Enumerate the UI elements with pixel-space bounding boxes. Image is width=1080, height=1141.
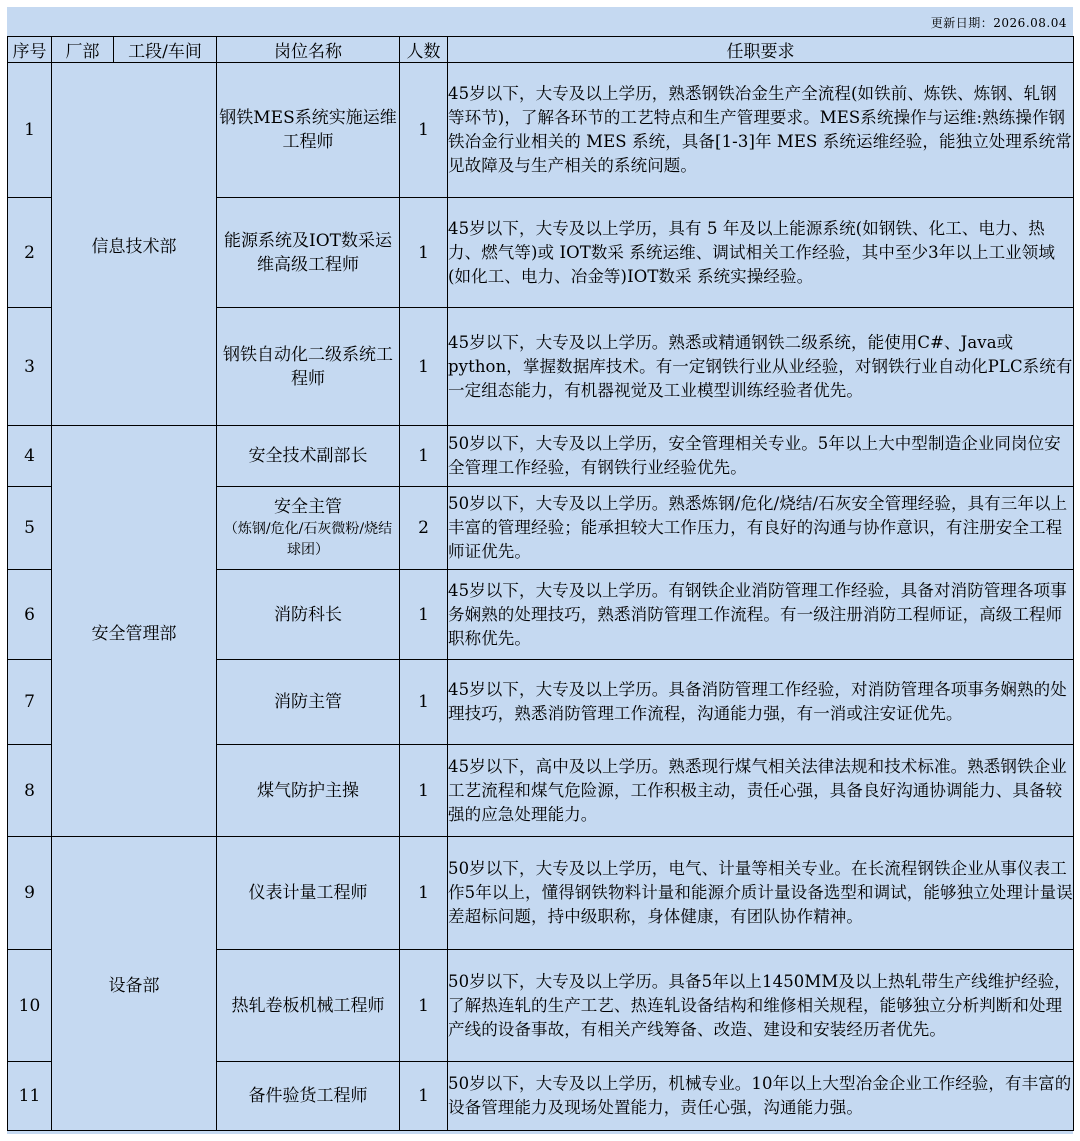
- header-requirements: 任职要求: [448, 37, 1074, 63]
- row-number: 9: [8, 837, 52, 950]
- recruitment-table-sheet: [7, 7, 1073, 1134]
- requirements-text: 45岁以下，大专及以上学历。有钢铁企业消防管理工作经验，具备对消防管理各项事务娴熟的处理技巧，熟悉消防管理工作流程。有一级注册消防工程师证，高级工程师职称优先。: [448, 570, 1074, 660]
- requirements-text: 45岁以下，大专及以上学历。具备消防管理工作经验，对消防管理各项事务娴熟的处理技巧，熟悉消防管理工作流程，沟通能力强，有一消或注安证优先。: [448, 660, 1074, 745]
- requirements-text: 45岁以下，高中及以上学历。熟悉现行煤气相关法律法规和技术标准。熟悉钢铁企业工艺流程和煤气危险源，工作积极主动，责任心强，具备良好沟通协调能力、具备较强的应急处理能力。: [448, 745, 1074, 837]
- row-number: 6: [8, 570, 52, 660]
- position-name: 备件验货工程师: [217, 1062, 400, 1131]
- headcount: 1: [400, 63, 448, 198]
- position-name: 安全技术副部长: [217, 426, 400, 487]
- requirements-text: 50岁以下，大专及以上学历，电气、计量等相关专业。在长流程钢铁企业从事仪表工作5年以上，懂得钢铁物料计量和能源介质计量设备选型和调试，能够独立处理计量误差超标问题，持中级职称，身体健康，有团队协作精神。: [448, 837, 1074, 950]
- requirements-text: 50岁以下，大专及以上学历，安全管理相关专业。5年以上大中型制造企业同岗位安全管理工作经验，有钢铁行业经验优先。: [448, 426, 1074, 487]
- position-name: 热轧卷板机械工程师: [217, 950, 400, 1062]
- position-name: 消防科长: [217, 570, 400, 660]
- department-cell: 设备部: [52, 837, 217, 1131]
- update-date: 更新日期：2026.08.04: [930, 16, 1067, 30]
- row-number: 7: [8, 660, 52, 745]
- table-row: [8, 63, 1074, 198]
- position-name: 仪表计量工程师: [217, 837, 400, 950]
- row-number: 11: [8, 1062, 52, 1131]
- row-number: 10: [8, 950, 52, 1062]
- requirements-text: 45岁以下，大专及以上学历，熟悉钢铁冶金生产全流程(如铁前、炼铁、炼钢、轧钢等环节)，了解各环节的工艺特点和生产管理要求。MES系统操作与运维:熟练操作钢铁冶金行业相关的 MES 系统，具备[1-3]年 MES 系统运维经验，能独立处理系统常见故障及与生产相关的系统问题。: [448, 63, 1074, 198]
- headcount: 1: [400, 660, 448, 745]
- headcount: 2: [400, 487, 448, 570]
- headcount: 1: [400, 198, 448, 308]
- requirements-text: 45岁以下，大专及以上学历。熟悉或精通钢铁二级系统，能使用C#、Java或 python，掌握数据库技术。有一定钢铁行业从业经验，对钢铁行业自动化PLC系统有一定组态能力，有机器视觉及工业模型训练经验者优先。: [448, 308, 1074, 426]
- department-cell: 信息技术部: [52, 63, 217, 426]
- position-name: 消防主管: [217, 660, 400, 745]
- row-number: 3: [8, 308, 52, 426]
- header-factory: 厂部: [52, 37, 114, 63]
- row-number: 8: [8, 745, 52, 837]
- position-name: 能源系统及IOT数采运维高级工程师: [217, 198, 400, 308]
- requirements-text: 50岁以下，大专及以上学历。具备5年以上1450MM及以上热轧带生产线维护经验，了解热连轧的生产工艺、热连轧设备结构和维修相关规程，能够独立分析判断和处理产线的设备事故，有相关产线筹备、改造、建设和安装经历者优先。: [448, 950, 1074, 1062]
- headcount: 1: [400, 426, 448, 487]
- position-name: 钢铁自动化二级系统工程师: [217, 308, 400, 426]
- row-number: 5: [8, 487, 52, 570]
- positions-table: [7, 36, 1074, 1131]
- position-subtitle: （炼钢/危化/石灰微粉/烧结球团）: [223, 521, 393, 558]
- requirements-text: 45岁以下，大专及以上学历，具有 5 年及以上能源系统(如钢铁、化工、电力、热力、燃气等)或 IOT数采 系统运维、调试相关工作经验，其中至少3年以上工业领域(如化工、电力、冶金等)IOT数采 系统实操经验。: [448, 198, 1074, 308]
- row-number: 4: [8, 426, 52, 487]
- headcount: 1: [400, 950, 448, 1062]
- headcount: 1: [400, 570, 448, 660]
- table-header-row: [8, 37, 1074, 63]
- header-count: 人数: [400, 37, 448, 63]
- position-name: 钢铁MES系统实施运维工程师: [217, 63, 400, 198]
- position-title: 安全主管: [274, 497, 342, 517]
- table-row: [8, 837, 1074, 950]
- row-number: 2: [8, 198, 52, 308]
- headcount: 1: [400, 837, 448, 950]
- headcount: 1: [400, 1062, 448, 1131]
- department-cell: 安全管理部: [52, 426, 217, 837]
- headcount: 1: [400, 745, 448, 837]
- header-seq: 序号: [8, 37, 52, 63]
- table-row: [8, 426, 1074, 487]
- header-section: 工段/车间: [114, 37, 217, 63]
- headcount: 1: [400, 308, 448, 426]
- row-number: 1: [8, 63, 52, 198]
- requirements-text: 50岁以下，大专及以上学历。熟悉炼钢/危化/烧结/石灰安全管理经验，具有三年以上丰富的管理经验；能承担较大工作压力，有良好的沟通与协作意识，有注册安全工程师证优先。: [448, 487, 1074, 570]
- position-name: 煤气防护主操: [217, 745, 400, 837]
- requirements-text: 50岁以下，大专及以上学历，机械专业。10年以上大型冶金企业工作经验，有丰富的设备管理能力及现场处置能力，责任心强，沟通能力强。: [448, 1062, 1074, 1131]
- position-name: [217, 487, 400, 570]
- header-position: 岗位名称: [217, 37, 400, 63]
